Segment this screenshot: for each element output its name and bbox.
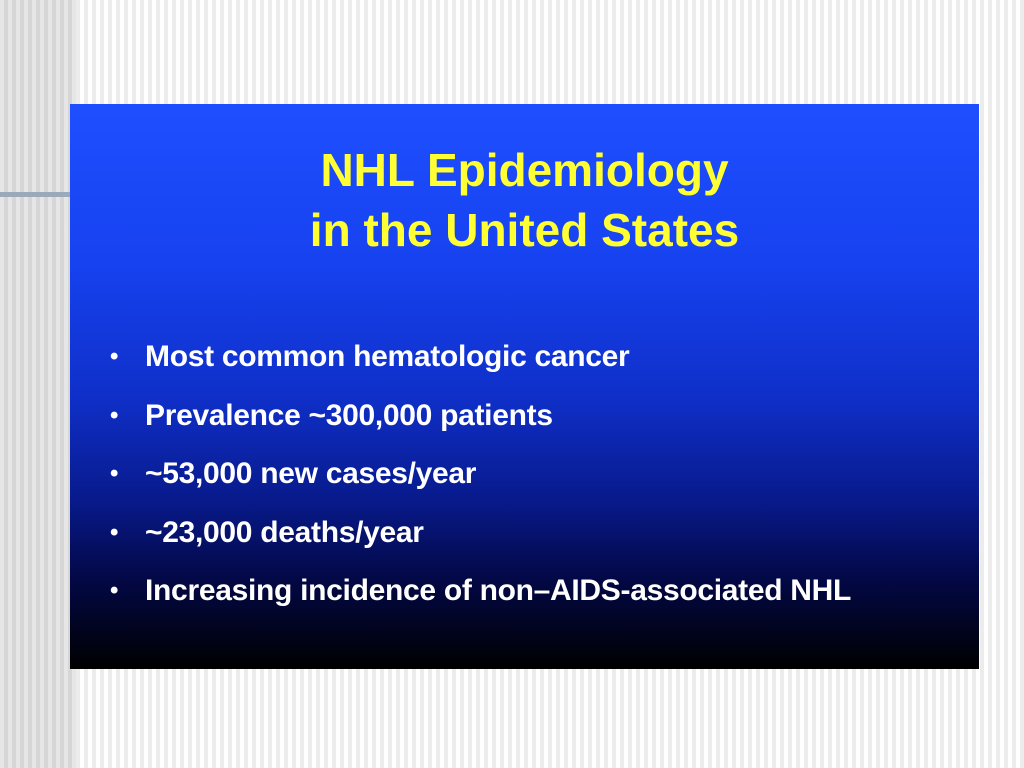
bullet-text: Increasing incidence of non–AIDS-associated NHL [145, 574, 852, 608]
bullet-item [110, 387, 970, 446]
bullet-item [110, 504, 970, 563]
bullet-item [110, 328, 970, 387]
accent-line [0, 192, 72, 197]
bullet-text: Most common hematologic cancer [145, 340, 630, 374]
slide-title-line-2: in the United States [309, 204, 740, 256]
bullet-icon: • [110, 577, 119, 605]
bullet-text: ~23,000 deaths/year [145, 515, 424, 549]
slide-title [70, 140, 979, 260]
bullet-text: ~53,000 new cases/year [145, 457, 477, 491]
left-decorative-band [0, 0, 76, 768]
bullet-text: Prevalence ~300,000 patients [145, 398, 553, 432]
bullet-icon: • [110, 401, 119, 429]
bullet-list [110, 328, 970, 621]
bullet-icon: • [110, 518, 119, 546]
bullet-item [110, 445, 970, 504]
bullet-icon: • [110, 460, 119, 488]
bullet-icon: • [110, 343, 119, 371]
bullet-item [110, 562, 970, 621]
slide-image [70, 104, 979, 669]
slide-title-line-1: NHL Epidemiology [320, 144, 729, 196]
